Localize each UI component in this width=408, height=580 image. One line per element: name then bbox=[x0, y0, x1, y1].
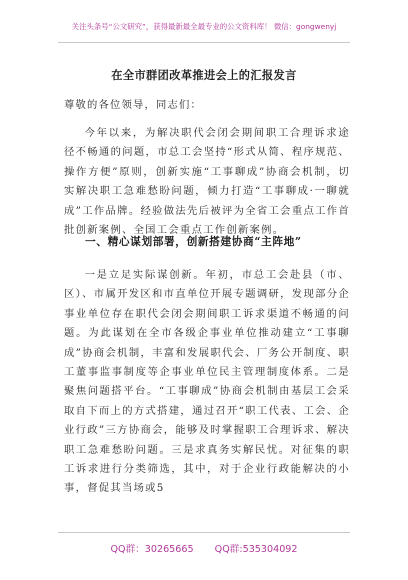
top-divider bbox=[58, 42, 350, 43]
body-paragraph: 一是立足实际谋创新。年初，市总工会赴县（市、区）、市属开发区和市直单位开展专题调研，发现部分企事业单位存在职代会闭会期间职工诉求渠道不畅通的问题。为此谋划在全市各级企事业单位推动建立“工事聊成”协商会机制，丰富和发展职代会、厂务公开制度、职工董事监事制度等企事业单位民主管理制度体系。二是聚焦问题搭平台。“工事聊成”协商会机制由基层工会采取自下而上的方式搭建，通过召开“职工代表、工会、企业行政”三方协商会，能够及时掌握职工合理诉求、解决职工急难愁盼问题。三是求真务实解民忧。对征集的职工诉求进行分类筛选，其中，对于企业行政能解决的小事，督促其当场或5 bbox=[64, 269, 350, 495]
section-heading: 一、精心谋划部署，创新搭建协商“主阵地” bbox=[85, 235, 302, 248]
footer bbox=[0, 541, 408, 555]
intro-paragraph: 今年以来，为解决职代会闭会期间职工合理诉求途径不畅通的问题，市总工会坚持“形式从简、程序规范、操作方便”原则，创新实施“工事聊成”协商会机制，切实解决职工急难愁盼问题，倾力打造“工事聊成·一聊就成”工作品牌。经验做法先后被评为全省工会重点工作首批创新案例、全国工会重点工作创新案例。 bbox=[64, 127, 350, 237]
top-banner: 关注头条号“公文研究”，获得最新最全最专业的公文资料库！ 微信：gongwenyj bbox=[71, 22, 337, 31]
bottom-divider bbox=[58, 532, 350, 533]
footer-qq-group-2: QQ群:535304092 bbox=[214, 544, 298, 555]
footer-qq-group-1: QQ群：30265665 bbox=[110, 544, 194, 555]
document-title: 在全市群团改革推进会上的汇报发言 bbox=[111, 68, 297, 82]
salutation: 尊敬的各位领导，同志们： bbox=[64, 99, 202, 111]
